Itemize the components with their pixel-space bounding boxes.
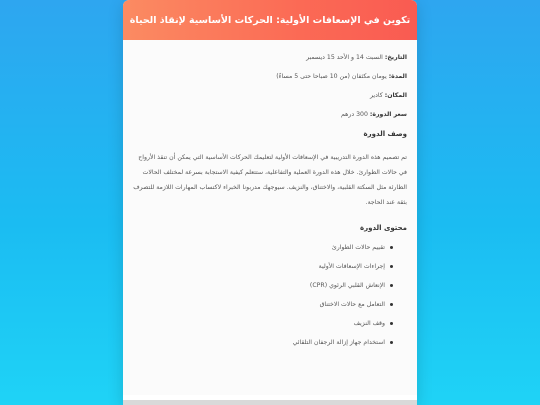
bullet-icon	[390, 284, 393, 287]
info-price-value: 300 درهم	[340, 111, 370, 118]
info-location-value: كادير	[370, 92, 385, 99]
info-price	[133, 111, 407, 118]
course-title-header	[123, 0, 417, 40]
content-list	[133, 244, 407, 346]
course-details	[123, 40, 417, 395]
info-duration	[133, 73, 407, 80]
list-item-label: استخدام جهاز إزالة الرجفان التلقائي	[292, 339, 385, 346]
course-card	[123, 0, 417, 405]
bullet-icon	[390, 322, 393, 325]
info-duration-value: يومان مكثفان (من 10 صباحا حتى 5 مساءً)	[276, 73, 389, 80]
bullet-icon	[390, 341, 393, 344]
list-item-label: إجراءات الإسعافات الأولية	[318, 263, 385, 270]
list-item	[133, 339, 393, 346]
list-item	[133, 244, 393, 251]
content-heading: محتوى الدورة	[359, 224, 407, 232]
description-heading: وصف الدورة	[363, 130, 407, 138]
card-bottom-bar	[123, 400, 417, 405]
bullet-icon	[390, 246, 393, 249]
bullet-icon	[390, 303, 393, 306]
info-location-label: المكان:	[384, 92, 407, 99]
info-duration-label: المدة:	[388, 73, 407, 80]
list-item-label: الإنعاش القلبي الرئوي (CPR)	[309, 282, 385, 289]
info-price-label: سعر الدورة:	[369, 111, 407, 118]
info-date	[133, 54, 407, 61]
description-text: تم تصميم هذه الدورة التدريبية في الإسعافات الأولية لتعليمك الحركات الأساسية التي يمكن أن تنقذ الأرواح في حالات الطوارئ. خلال هذه الدورة العملية والتفاعلية، ستتعلم كيفية الاستجابة بسرعة لمختلف الحالات الطارئة مثل السكتة القلبية، والاختناق، والنزيف. سيوجهك مدربونا الخبراء لاكتساب المهارات اللازمة للتصرف بثقة عند الحاجة.	[133, 154, 407, 206]
bullet-icon	[390, 265, 393, 268]
info-date-label: التاريخ:	[384, 54, 407, 61]
info-date-value: السبت 14 و الأحد 15 ديسمبر	[306, 54, 385, 61]
list-item-label: تقييم حالات الطوارئ	[331, 244, 385, 251]
list-item-label: التعامل مع حالات الاختناق	[319, 301, 385, 308]
list-item	[133, 263, 393, 270]
list-item	[133, 301, 393, 308]
list-item-label: وقف النزيف	[353, 320, 385, 327]
info-location	[133, 92, 407, 99]
list-item	[133, 282, 393, 289]
course-title: تكوين في الإسعافات الأولية: الحركات الأساسية لإنقاذ الحياة	[129, 14, 411, 26]
list-item	[133, 320, 393, 327]
